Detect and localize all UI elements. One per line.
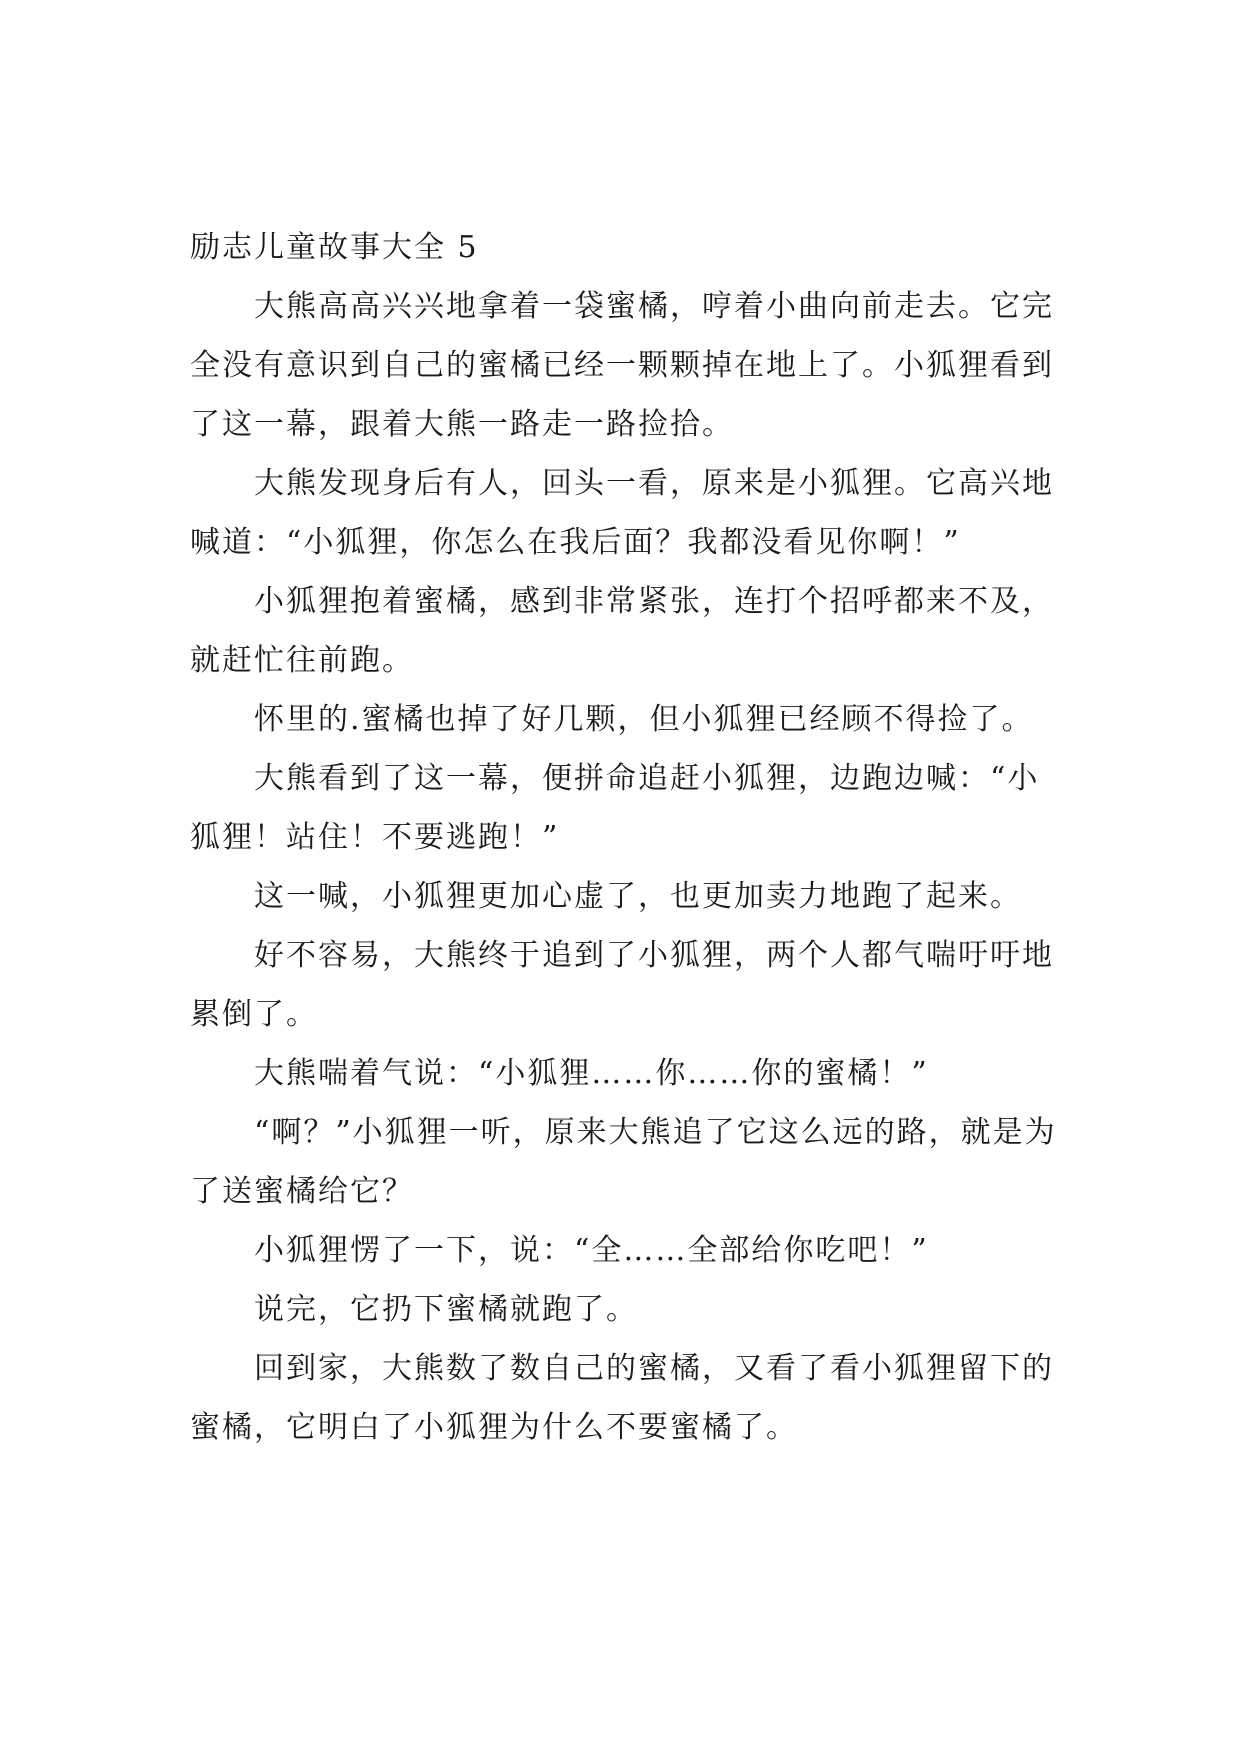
paragraph: 大熊发现身后有人，回头一看，原来是小狐狸。它高兴地喊道：“小狐狸，你怎么在我后面？我都没看见你啊！” [190,466,1054,560]
paragraph: 大熊喘着气说：“小狐狸……你……你的蜜橘！” [254,1056,929,1091]
paragraph: 这一喊，小狐狸更加心虚了，也更加卖力地跑了起来。 [254,879,1022,914]
paragraph: 大熊看到了这一幕，便拼命追赶小狐狸，边跑边喊：“小狐狸！站住！不要逃跑！” [190,761,1040,855]
paragraph: 回到家，大熊数了数自己的蜜橘，又看了看小狐狸留下的蜜橘，它明白了小狐狸为什么不要蜜橘了。 [190,1351,1054,1445]
paragraph: 小狐狸抱着蜜橘，感到非常紧张，连打个招呼都来不及，就赶忙往前跑。 [190,584,1054,678]
paragraph: “啊？”小狐狸一听，原来大熊追了它这么远的路，就是为了送蜜橘给它？ [190,1115,1057,1209]
paragraph: 怀里的.蜜橘也掉了好几颗，但小狐狸已经顾不得捡了。 [254,702,1034,737]
paragraph: 说完，它扔下蜜橘就跑了。 [254,1292,638,1327]
paragraph: 小狐狸愣了一下，说：“全……全部给你吃吧！” [254,1233,929,1268]
document-body [190,218,1060,1457]
document-title: 励志儿童故事大全 5 [190,230,479,265]
paragraph: 大熊高高兴兴地拿着一袋蜜橘，哼着小曲向前走去。它完全没有意识到自己的蜜橘已经一颗颗掉在地上了。小狐狸看到了这一幕，跟着大熊一路走一路捡拾。 [190,289,1054,442]
paragraph: 好不容易，大熊终于追到了小狐狸，两个人都气喘吁吁地累倒了。 [190,938,1054,1032]
